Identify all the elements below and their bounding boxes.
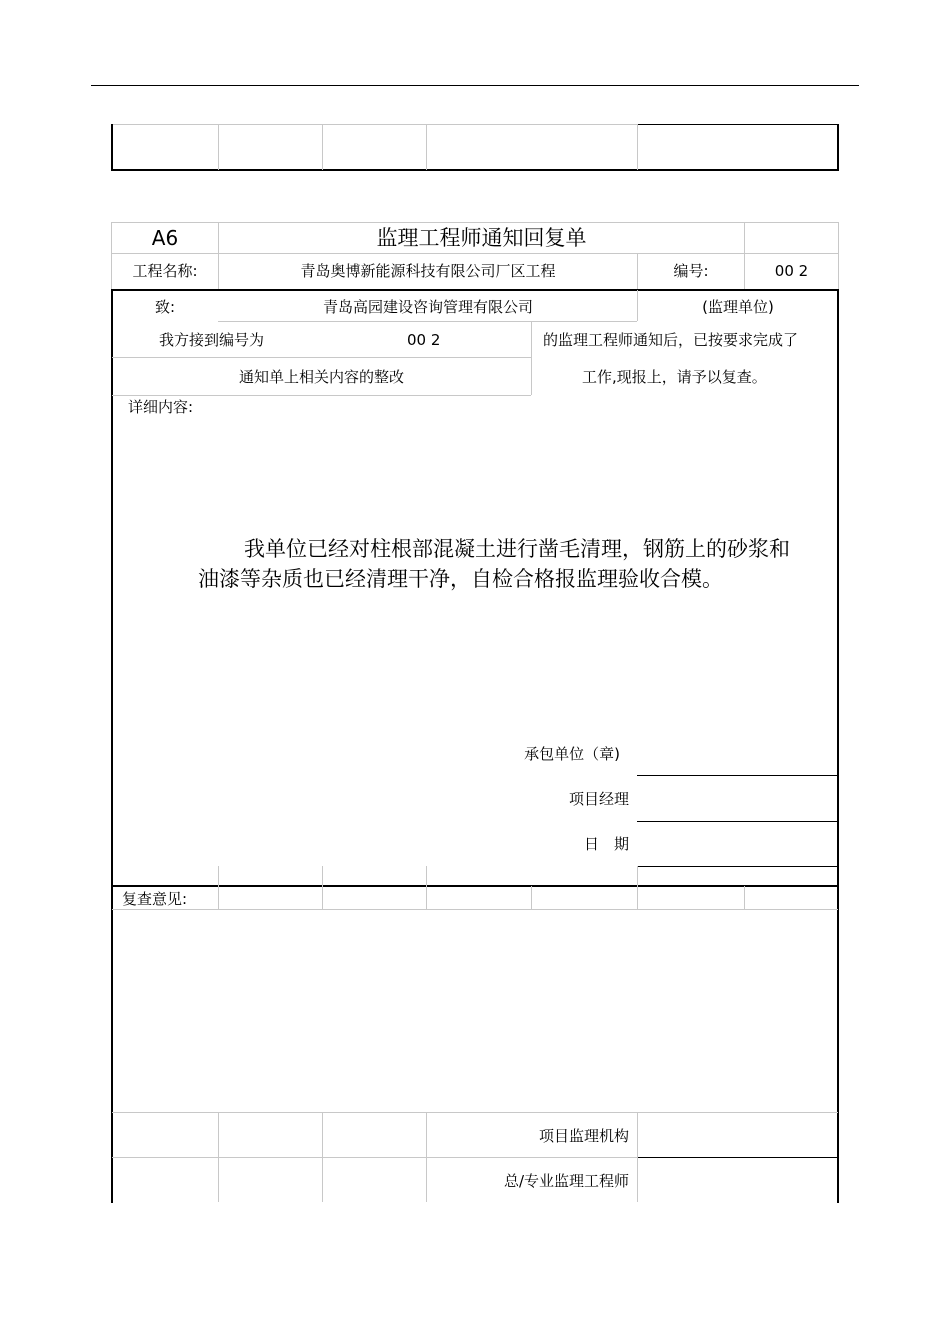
project-name: 青岛奥博新能源科技有限公司厂区工程 — [300, 262, 556, 280]
received-prefix: 我方接到编号为 — [159, 331, 265, 349]
supervision-org-label: 项目监理机构 — [538, 1127, 629, 1145]
form-title: 监理工程师通知回复单 — [376, 226, 587, 250]
supervision-engineer-label: 总/专业监理工程师 — [503, 1172, 629, 1190]
to-suffix: (监理单位) — [702, 298, 774, 316]
contractor-label: 承包单位（章) — [524, 745, 620, 763]
received-number: 00 2 — [407, 331, 441, 349]
rectify-item: 通知单上相关内容的整改 — [238, 368, 404, 386]
form-code: A6 — [151, 226, 179, 250]
number-value: 00 2 — [774, 262, 809, 280]
detail-label: 详细内容: — [128, 398, 194, 416]
page-header-rule — [91, 85, 859, 86]
number-label: 编号: — [673, 262, 709, 280]
to-value: 青岛高园建设咨询管理有限公司 — [322, 298, 533, 316]
detail-line-1: 我单位已经对柱根部混凝土进行凿毛清理，钢筋上的砂浆和 — [244, 537, 790, 561]
date-label: 日 期 — [583, 835, 629, 853]
detail-line-2: 油漆等杂质也已经清理干净，自检合格报监理验收合模。 — [198, 567, 723, 591]
to-label: 致: — [154, 298, 176, 316]
received-suffix: 的监理工程师通知后，已按要求完成了 — [543, 331, 799, 349]
review-label: 复查意见: — [122, 890, 188, 908]
report-text: 工作,现报上，请予以复查。 — [582, 368, 767, 386]
project-label: 工程名称: — [132, 262, 198, 280]
project-manager-label: 项目经理 — [568, 790, 629, 808]
